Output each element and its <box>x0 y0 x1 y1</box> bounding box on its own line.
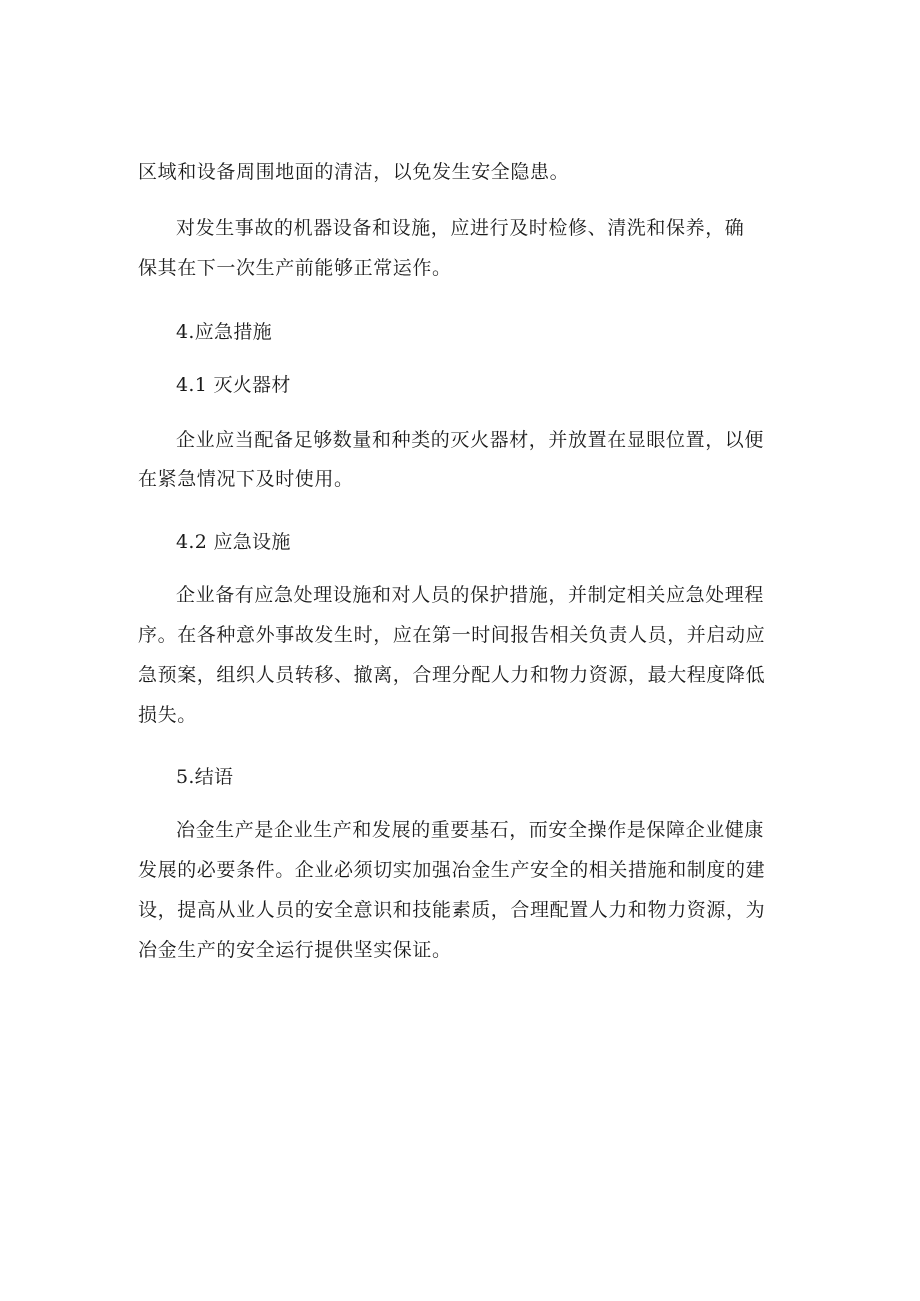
paragraph-line: 序。在各种意外事故发生时，应在第一时间报告相关负责人员，并启动应 <box>138 624 766 646</box>
paragraph-line: 保其在下一次生产前能够正常运作。 <box>138 257 452 279</box>
paragraph-line: 冶金生产的安全运行提供坚实保证。 <box>138 939 452 961</box>
paragraph-line: 损失。 <box>138 704 197 726</box>
paragraph-line: 企业备有应急处理设施和对人员的保护措施，并制定相关应急处理程 <box>176 584 765 606</box>
section-heading: 5.结语 <box>176 766 234 788</box>
paragraph-line: 设，提高从业人员的安全意识和技能素质，合理配置人力和物力资源，为 <box>138 899 766 921</box>
paragraph-line: 发展的必要条件。企业必须切实加强冶金生产安全的相关措施和制度的建 <box>138 859 766 881</box>
paragraph-line: 企业应当配备足够数量和种类的灭火器材，并放置在显眼位置，以便 <box>176 429 765 451</box>
paragraph-line: 区域和设备周围地面的清洁，以免发生安全隐患。 <box>138 161 570 183</box>
subsection-heading: 4.1 灭火器材 <box>176 374 291 396</box>
subsection-heading: 4.2 应急设施 <box>176 531 291 553</box>
paragraph-line: 急预案，组织人员转移、撤离，合理分配人力和物力资源，最大程度降低 <box>138 664 766 686</box>
section-heading: 4.应急措施 <box>176 321 272 343</box>
paragraph-line: 对发生事故的机器设备和设施，应进行及时检修、清洗和保养，确 <box>176 217 745 239</box>
paragraph-line: 冶金生产是企业生产和发展的重要基石，而安全操作是保障企业健康 <box>176 819 765 841</box>
paragraph-line: 在紧急情况下及时使用。 <box>138 468 354 490</box>
